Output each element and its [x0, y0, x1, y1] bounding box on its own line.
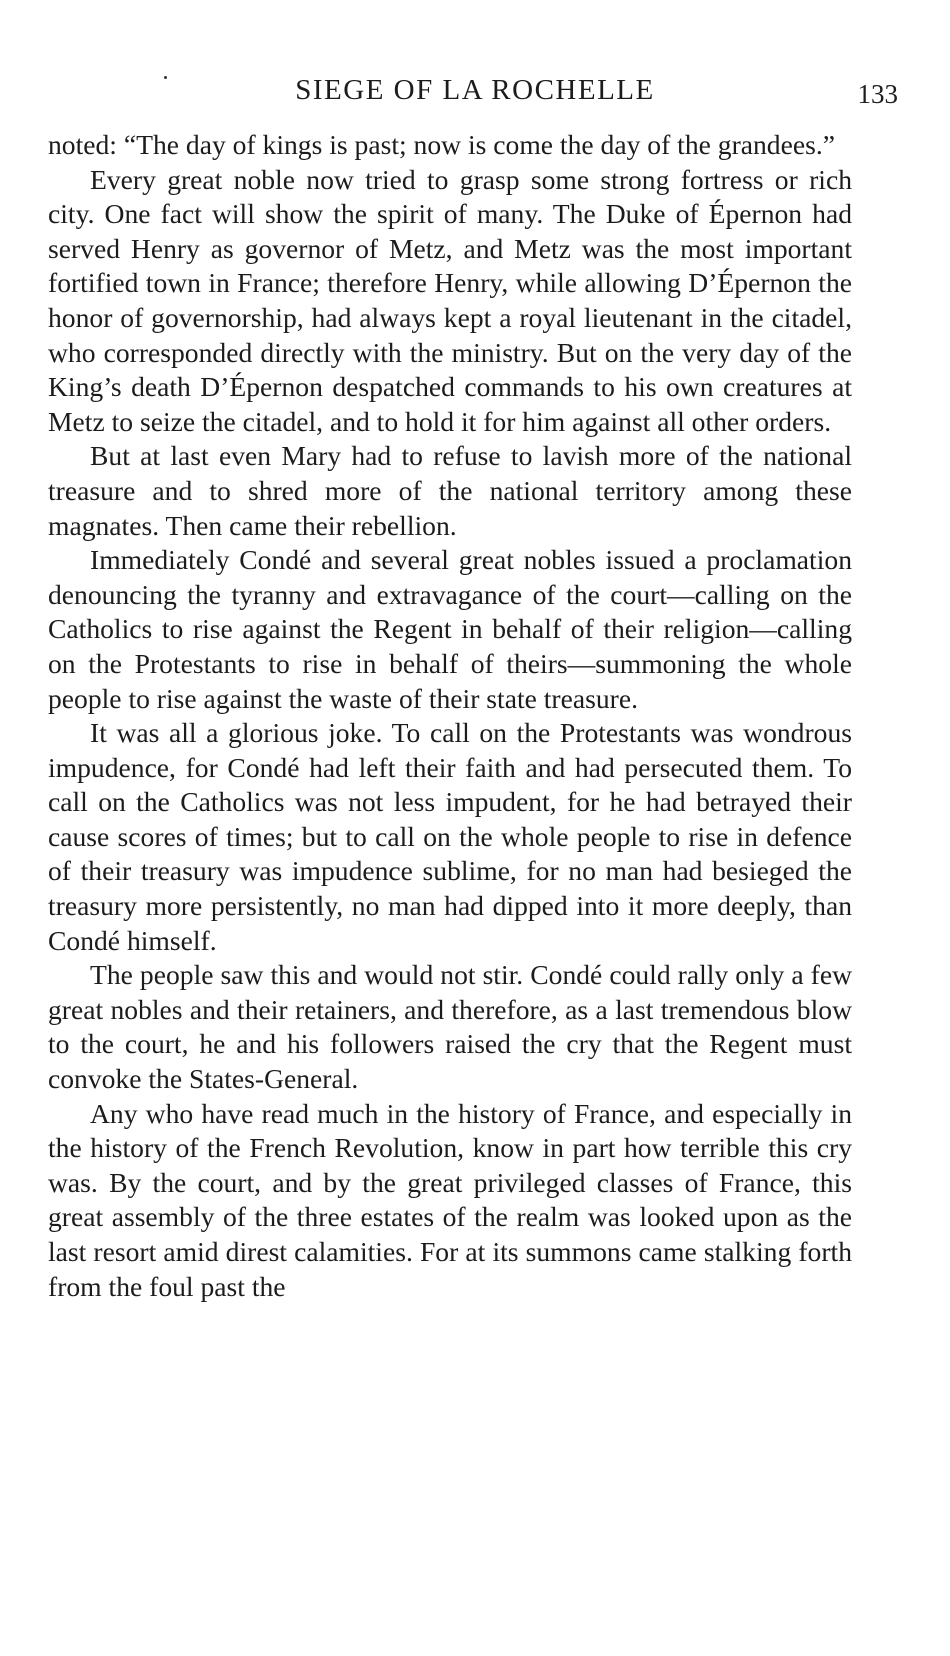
paragraph-7: Any who have read much in the history of France, and especially in the history of the French Revolution, know in part how terrible this cry was. By the court, and by the great privileged classes of France, this great assembly of the three estates of the realm was looked upon as the last resort amid direst calamities. For at its summons came stalking forth from the foul past the — [48, 1097, 852, 1302]
running-title: SIEGE OF LA ROCHELLE — [295, 74, 655, 106]
paragraph-1: noted: “The day of kings is past; now is come the day of the grandees.” — [48, 129, 835, 160]
page-number: 133 — [857, 79, 898, 109]
body-text — [48, 128, 852, 1304]
page-header — [48, 70, 902, 110]
paragraph-5: It was all a glorious joke. To call on the Protestants was wondrous impudence, for Condé had left their faith and had persecuted them. To call on the Catholics was not less impudent, for he had betrayed their cause scores of times; but to call on the whole people to rise in defence of their treasury was impudence sublime, for no man had besieged the treasury more persistently, no man had dipped into it more deeply, than Condé himself. — [48, 717, 852, 956]
paragraph-6: The people saw this and would not stir. Condé could rally only a few great nobles and their retainers, and therefore, as a last tremendous blow to the court, he and his followers raised the cry that the Regent must convoke the States-General. — [48, 959, 852, 1095]
paragraph-4: Immediately Condé and several great nobles issued a proclamation denouncing the tyranny and extravagance of the court—calling on the Catholics to rise against the Regent in behalf of their religion—calling on the Protestants to rise in behalf of theirs—summoning the whole people to rise against the waste of their state treasure. — [48, 544, 852, 714]
paragraph-2: Every great noble now tried to grasp some strong fortress or rich city. One fact will show the spirit of many. The Duke of Épernon had served Henry as governor of Metz, and Metz was the most important fortified town in France; therefore Henry, while allowing D’Épernon the honor of governorship, had always kept a royal lieutenant in the citadel, who corresponded directly with the ministry. But on the very day of the King’s death D’Épernon despatched commands to his own creatures at Metz to seize the citadel, and to hold it for him against all other orders. — [48, 163, 852, 437]
paragraph-3: But at last even Mary had to refuse to lavish more of the national treasure and to shred more of the national territory among these magnates. Then came their rebellion. — [48, 440, 852, 541]
